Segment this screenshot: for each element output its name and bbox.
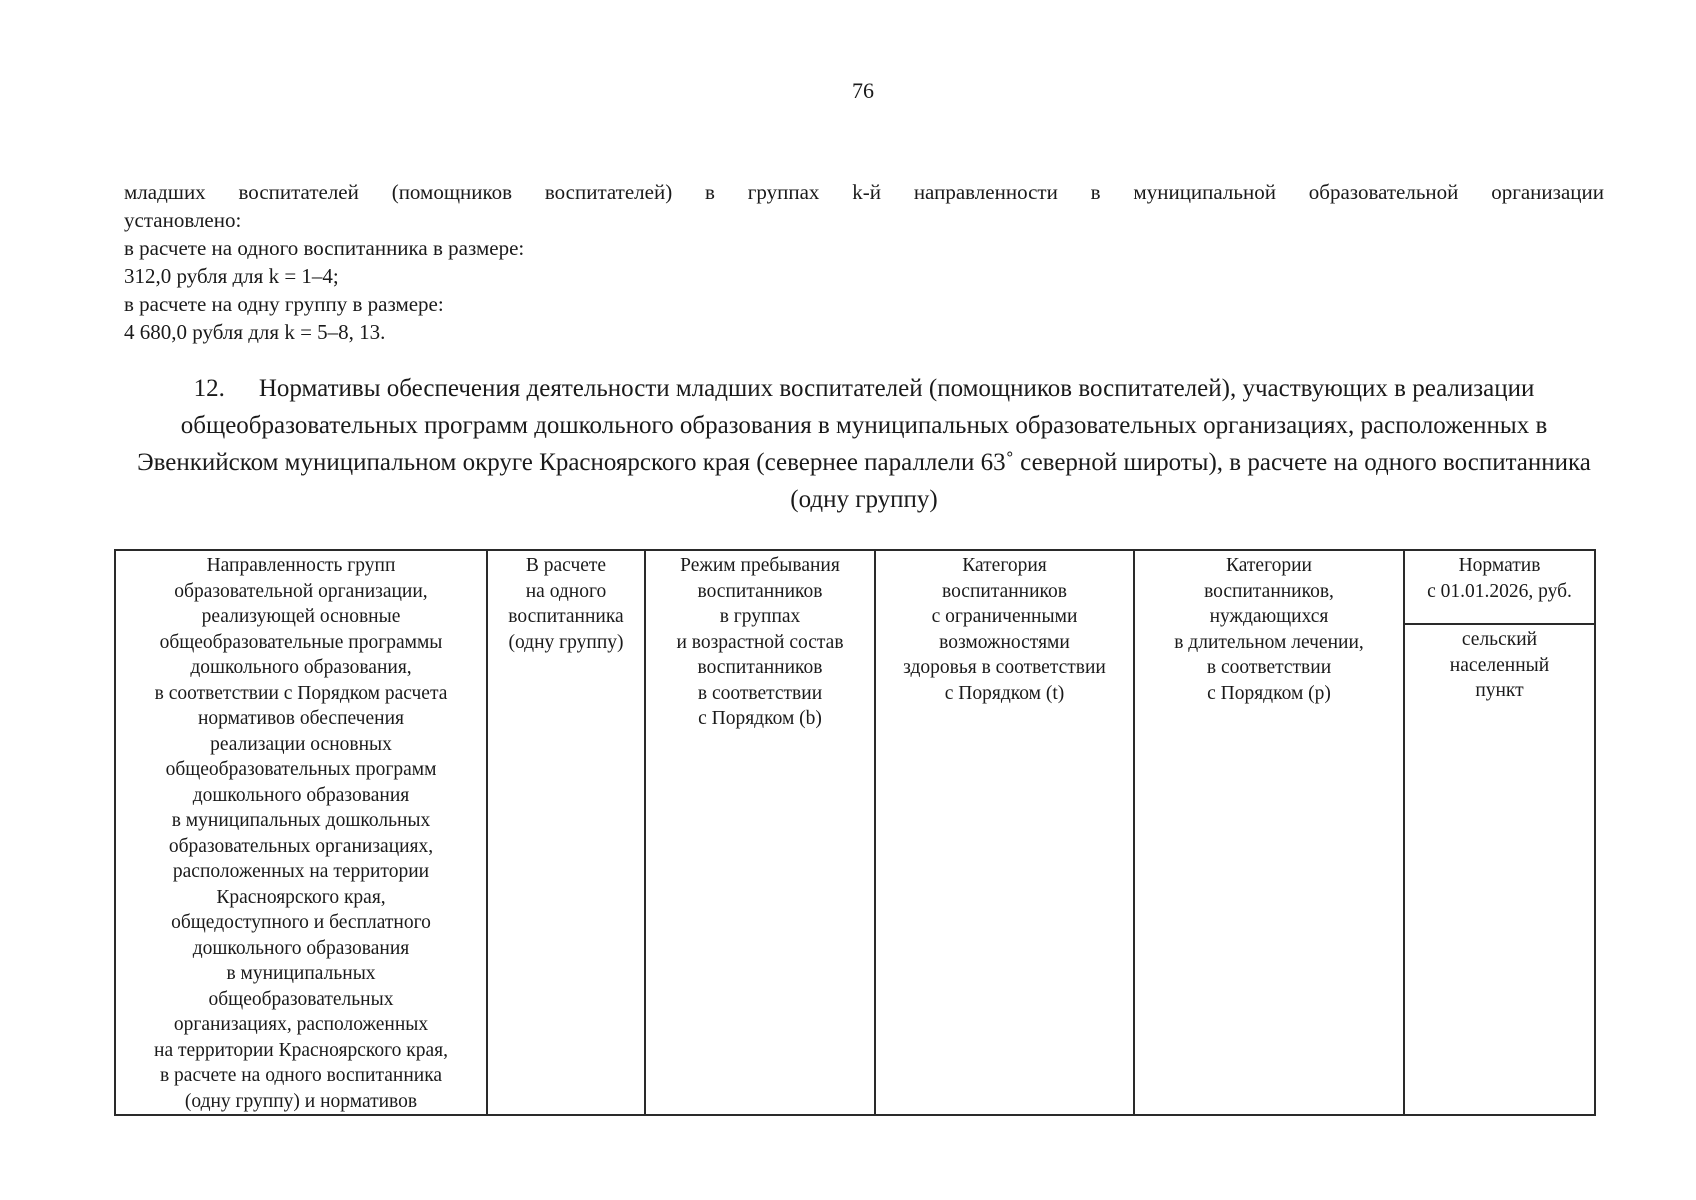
header-disability-category: Категория воспитанников с ограниченными возможностями здоровья в соответствии с Порядком (t): [875, 550, 1134, 1115]
header-per-pupil: В расчете на одного воспитанника (одну группу): [487, 550, 645, 1115]
norms-table: [114, 549, 1596, 1116]
header-norm: Норматив с 01.01.2026, руб.: [1404, 550, 1595, 624]
intro-line: установлено:: [124, 208, 242, 232]
header-group-orientation: Направленность групп образовательной организации, реализующей основные общеобразовательные программы дошкольного образования, в соответствии с Порядком расчета нормативов обеспечения реализации основных общеобразовательных программ дошкольного образования в муниципальных дошкольных образовательных организациях, расположенных на территории Красноярского края, общедоступного и бесплатного дошкольного образования в муниципальных общеобразовательных организациях, расположенных на территории Красноярского края, в расчете на одного воспитанника (одну группу) и нормативов: [115, 550, 487, 1115]
page-number: 76: [852, 78, 874, 103]
section-number: 12.: [193, 375, 225, 402]
header-stay-mode: Режим пребывания воспитанников в группах и возрастной состав воспитанников в соответствии с Порядком (b): [645, 550, 875, 1115]
header-long-treatment-category: Категории воспитанников, нуждающихся в длительном лечении, в соответствии с Порядком (p): [1134, 550, 1404, 1115]
section-title: Нормативы обеспечения деятельности младших воспитателей (помощников воспитателей), участвующих в реализации общеобразовательных программ дошкольного образования в муниципальных образовательных организациях, расположенных в Эвенкийском муниципальном округе Красноярского края (севернее параллели 63˚ северной широты), в расчете на одного воспитанника (одну группу): [137, 375, 1591, 513]
intro-line: 312,0 рубля для k = 1–4;: [124, 264, 339, 288]
intro-line: 4 680,0 рубля для k = 5–8, 13.: [124, 320, 386, 344]
section-heading: [124, 370, 1604, 518]
intro-line: младших воспитателей (помощников воспитателей) в группах k-й направленности в муниципальной образовательной организации: [124, 180, 1604, 204]
header-rural-settlement: сельский населенный пункт: [1404, 624, 1595, 1115]
table-header-row: [115, 550, 1595, 624]
intro-text: [124, 178, 1604, 346]
intro-line: в расчете на одного воспитанника в размере:: [124, 236, 525, 260]
intro-line: в расчете на одну группу в размере:: [124, 292, 444, 316]
